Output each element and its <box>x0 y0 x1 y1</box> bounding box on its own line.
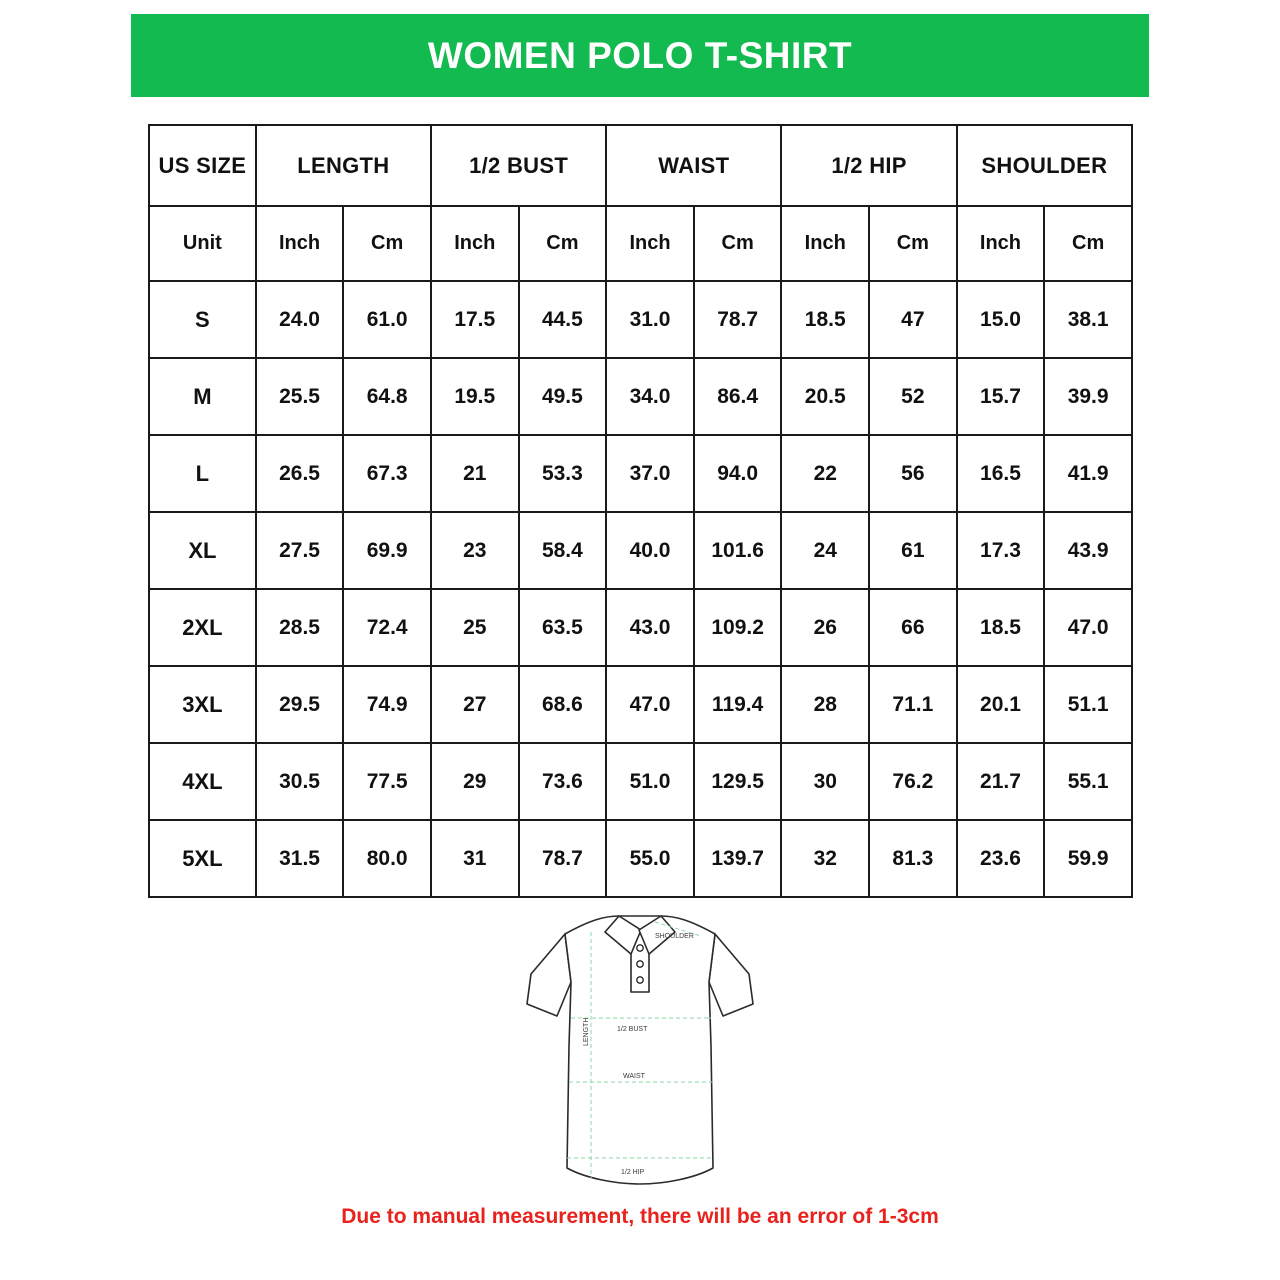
cell-value: 25.5 <box>256 358 344 435</box>
cell-size: 3XL <box>149 666 256 743</box>
unit-header-length-cm: Cm <box>343 206 431 281</box>
cell-size: S <box>149 281 256 358</box>
cell-value: 19.5 <box>431 358 519 435</box>
cell-size: XL <box>149 512 256 589</box>
group-header-half-bust: 1/2 BUST <box>431 125 606 206</box>
right-sleeve-shape <box>709 934 753 1016</box>
cell-value: 76.2 <box>869 743 957 820</box>
cell-value: 55.1 <box>1044 743 1132 820</box>
cell-value: 94.0 <box>694 435 782 512</box>
cell-value: 28 <box>781 666 869 743</box>
polo-shirt-diagram <box>505 896 775 1196</box>
unit-header-shoulder-cm: Cm <box>1044 206 1132 281</box>
cell-value: 30.5 <box>256 743 344 820</box>
cell-size: 5XL <box>149 820 256 897</box>
unit-header-hip-cm: Cm <box>869 206 957 281</box>
cell-value: 18.5 <box>781 281 869 358</box>
table-unit-header-row <box>149 206 1132 281</box>
group-header-half-hip: 1/2 HIP <box>781 125 956 206</box>
cell-value: 20.1 <box>957 666 1045 743</box>
cell-value: 37.0 <box>606 435 694 512</box>
cell-value: 38.1 <box>1044 281 1132 358</box>
cell-value: 24.0 <box>256 281 344 358</box>
cell-value: 31.0 <box>606 281 694 358</box>
unit-header-waist-inch: Inch <box>606 206 694 281</box>
cell-value: 139.7 <box>694 820 782 897</box>
table-row <box>149 512 1132 589</box>
unit-header-bust-inch: Inch <box>431 206 519 281</box>
cell-value: 15.0 <box>957 281 1045 358</box>
cell-value: 80.0 <box>343 820 431 897</box>
cell-value: 47.0 <box>606 666 694 743</box>
cell-value: 44.5 <box>519 281 607 358</box>
cell-value: 32 <box>781 820 869 897</box>
cell-size: M <box>149 358 256 435</box>
unit-header-waist-cm: Cm <box>694 206 782 281</box>
page-title: WOMEN POLO T-SHIRT <box>427 34 853 76</box>
cell-value: 28.5 <box>256 589 344 666</box>
label-half-hip: 1/2 HIP <box>621 1169 645 1176</box>
cell-size: 2XL <box>149 589 256 666</box>
cell-value: 23.6 <box>957 820 1045 897</box>
table-row <box>149 820 1132 897</box>
cell-value: 55.0 <box>606 820 694 897</box>
cell-value: 31.5 <box>256 820 344 897</box>
cell-value: 61.0 <box>343 281 431 358</box>
cell-value: 78.7 <box>694 281 782 358</box>
label-length: LENGTH <box>583 1017 590 1046</box>
cell-value: 69.9 <box>343 512 431 589</box>
size-table <box>148 124 1133 898</box>
table-row <box>149 589 1132 666</box>
cell-value: 40.0 <box>606 512 694 589</box>
cell-value: 21.7 <box>957 743 1045 820</box>
unit-header-hip-inch: Inch <box>781 206 869 281</box>
cell-value: 47.0 <box>1044 589 1132 666</box>
cell-value: 59.9 <box>1044 820 1132 897</box>
cell-value: 67.3 <box>343 435 431 512</box>
unit-header-shoulder-inch: Inch <box>957 206 1045 281</box>
unit-header-bust-cm: Cm <box>519 206 607 281</box>
unit-header-length-inch: Inch <box>256 206 344 281</box>
cell-value: 73.6 <box>519 743 607 820</box>
cell-value: 109.2 <box>694 589 782 666</box>
cell-value: 53.3 <box>519 435 607 512</box>
cell-value: 68.6 <box>519 666 607 743</box>
group-header-length: LENGTH <box>256 125 431 206</box>
cell-value: 86.4 <box>694 358 782 435</box>
table-group-header-row <box>149 125 1132 206</box>
header-banner <box>131 14 1149 97</box>
cell-value: 61 <box>869 512 957 589</box>
cell-value: 58.4 <box>519 512 607 589</box>
table-row <box>149 358 1132 435</box>
cell-value: 77.5 <box>343 743 431 820</box>
cell-value: 119.4 <box>694 666 782 743</box>
cell-value: 81.3 <box>869 820 957 897</box>
size-table-container <box>148 124 1133 898</box>
cell-value: 52 <box>869 358 957 435</box>
left-sleeve-shape <box>527 934 571 1016</box>
unit-header-label: Unit <box>149 206 256 281</box>
table-row <box>149 435 1132 512</box>
cell-value: 24 <box>781 512 869 589</box>
table-row <box>149 666 1132 743</box>
cell-value: 26 <box>781 589 869 666</box>
cell-value: 21 <box>431 435 519 512</box>
cell-value: 63.5 <box>519 589 607 666</box>
cell-value: 41.9 <box>1044 435 1132 512</box>
cell-value: 43.9 <box>1044 512 1132 589</box>
cell-value: 27.5 <box>256 512 344 589</box>
cell-value: 34.0 <box>606 358 694 435</box>
cell-value: 39.9 <box>1044 358 1132 435</box>
cell-value: 51.1 <box>1044 666 1132 743</box>
cell-value: 23 <box>431 512 519 589</box>
cell-value: 15.7 <box>957 358 1045 435</box>
cell-value: 72.4 <box>343 589 431 666</box>
cell-value: 18.5 <box>957 589 1045 666</box>
cell-value: 16.5 <box>957 435 1045 512</box>
measurement-disclaimer: Due to manual measurement, there will be an error of 1-3cm <box>341 1205 939 1228</box>
group-header-waist: WAIST <box>606 125 781 206</box>
cell-value: 30 <box>781 743 869 820</box>
group-header-us-size: US SIZE <box>149 125 256 206</box>
table-row <box>149 743 1132 820</box>
cell-value: 71.1 <box>869 666 957 743</box>
label-shoulder: SHOULDER <box>655 933 694 940</box>
cell-value: 78.7 <box>519 820 607 897</box>
cell-value: 74.9 <box>343 666 431 743</box>
cell-value: 56 <box>869 435 957 512</box>
cell-value: 43.0 <box>606 589 694 666</box>
cell-value: 66 <box>869 589 957 666</box>
cell-value: 22 <box>781 435 869 512</box>
cell-size: 4XL <box>149 743 256 820</box>
cell-value: 31 <box>431 820 519 897</box>
label-half-bust: 1/2 BUST <box>617 1026 648 1033</box>
cell-value: 129.5 <box>694 743 782 820</box>
cell-value: 27 <box>431 666 519 743</box>
label-waist: WAIST <box>623 1073 645 1080</box>
group-header-shoulder: SHOULDER <box>957 125 1132 206</box>
cell-value: 20.5 <box>781 358 869 435</box>
cell-size: L <box>149 435 256 512</box>
cell-value: 29 <box>431 743 519 820</box>
cell-value: 51.0 <box>606 743 694 820</box>
cell-value: 47 <box>869 281 957 358</box>
cell-value: 64.8 <box>343 358 431 435</box>
cell-value: 26.5 <box>256 435 344 512</box>
cell-value: 17.5 <box>431 281 519 358</box>
cell-value: 49.5 <box>519 358 607 435</box>
cell-value: 17.3 <box>957 512 1045 589</box>
table-row <box>149 281 1132 358</box>
cell-value: 25 <box>431 589 519 666</box>
cell-value: 101.6 <box>694 512 782 589</box>
cell-value: 29.5 <box>256 666 344 743</box>
